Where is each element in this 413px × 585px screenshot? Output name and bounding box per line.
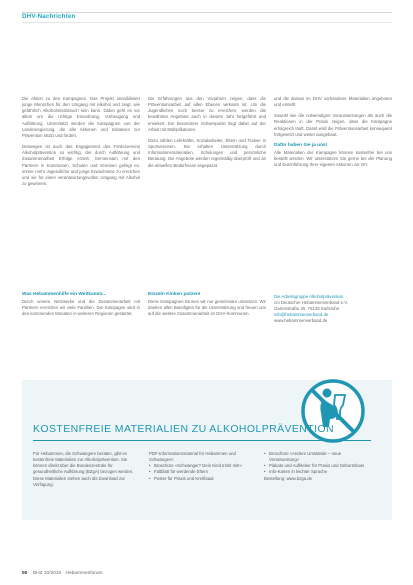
subsection-middle xyxy=(148,292,266,317)
box-intro: PDF-Informationsmaterial für Hebammen und Schwangere: xyxy=(149,451,236,463)
article-column-1 xyxy=(22,96,140,192)
materials-list xyxy=(264,451,371,476)
order-link[interactable]: Bestellung: www.bzga.de xyxy=(264,475,313,481)
paragraph: Die Erfahrungen aus den Vorjahren zeigen, dass die Präventionsarbeit auf allen Ebenen wirksam ist. Um die Jugendlichen noch besser zu erreichen, werden die bewährten Angebote auch in diesem Jahr fortgeführt und erweitert. Ein besonderer Schwerpunkt liegt dabei auf der Arbeit mit Multiplikatoren. xyxy=(148,96,266,132)
contact-line: c/o Deutscher Hebammenverband e.V. xyxy=(274,300,348,306)
paragraph: Deswegen ist auch das Engagement des Fördervereins Alkoholprävention so wichtig, der durch Aufklärung und Zusammenarbeit Erfolge erzielt. Gemeinsam mit den Partnern in Kommunen, Schulen und Vereinen gelingt es, immer mehr Jugendliche und junge Erwachsene zu erreichen und sie für einen verantwortungsvollen Umgang mit Alkohol zu gewinnen. xyxy=(22,144,140,187)
page-number: 50 xyxy=(22,571,28,576)
box-rule xyxy=(33,440,371,441)
list-item: • Broschüre »Schwanger? Dein Kind trinkt mit!« xyxy=(149,463,256,469)
helpers-heading: Dafür haben Sie ja uns! xyxy=(274,142,328,148)
subsection-text: Diese Kampagnen können wir nur gemeinsam umsetzen. Wir danken allen Beteiligten für die Unterstützung und freuen uns auf die weitere Zusammenarbeit im DHV-Kommunen. xyxy=(148,299,266,317)
box-text: Für Hebammen, die Schwangere beraten, gibt es kostenfreie Materialien zur Alkoholprävention. Sie können direkt über die Bundeszentrale für gesundheitliche Aufklärung (BZgA) bezogen werden. Diese Materialien stehen auch als Download zur Verfügung. xyxy=(33,451,134,487)
publication-name: DHZ 10/2015 · Hebammenforum xyxy=(32,571,103,576)
list-item: • Plakate und Aufkleber für Praxis und Geburtshaus xyxy=(264,463,371,469)
contact-block xyxy=(274,294,392,324)
subsection-text: Durch unsere Netzwerke und die Zusammenarbeit mit Partnern erreichen wir viele Familien. Die Kampagne wird in den kommenden Monaten in weiteren Regionen gestartet. xyxy=(22,299,140,317)
article-column-2 xyxy=(148,96,266,174)
list-item: • Info-Karten in leichter Sprache xyxy=(264,469,371,475)
box-column-2 xyxy=(149,451,256,482)
list-item: • Poster für Praxis und Kreißsaal xyxy=(149,476,256,482)
list-item: • Faltblatt für werdende Eltern xyxy=(149,469,256,475)
pregnant-woman-no-alcohol-icon xyxy=(297,375,369,447)
contact-line: Die Arbeitsgruppe Alkoholprävention xyxy=(274,294,344,299)
box-column-3 xyxy=(264,451,371,482)
materials-list xyxy=(149,463,256,481)
page-footer xyxy=(22,571,103,576)
subsection-heading: Was Hebammenhilfe ein Weitkamm... xyxy=(22,292,107,297)
paragraph: Dazu zählen Lehrkräfte, Sozialarbeiter, Eltern und Trainer in Sportvereinen. Sie erhalten Unterstützung durch Informationsmaterialien, Schulungen und persönliche Beratung. Die Angebote werden regelmäßig überprüft und an die aktuellen Bedürfnisse angepasst. xyxy=(148,137,266,168)
contact-web-link[interactable]: www.hebammenverband.de xyxy=(274,318,328,324)
paragraph: Die Aktion zu den Kampagnen. Das Projekt sensibilisiert junge Menschen für den Umgang mit Alkohol und zeigt, wie gefährlich Alkoholmissbrauch sein kann. Dabei geht es vor allem um die richtige Einordnung, Vorbeugung und Aufklärung. Unterstützt werden die Kampagnen von der Landesregierung, die alle Aktionen und Initiativen zur Prävention stützt und fördert. xyxy=(22,96,140,138)
top-rule xyxy=(22,12,392,13)
contact-email-link[interactable]: info@hebammenverband.de xyxy=(274,312,329,318)
box-title: KOSTENFREIE MATERIALIEN ZU ALKOHOLPRÄVENTION xyxy=(33,423,334,435)
list-item: • Broschüre »Andere Umstände – neue Verantwortung« xyxy=(264,451,371,463)
paragraph: Sowohl wie die notwendigen Voraussetzungen als auch die Reaktionen in der Praxis zeigen, dass die Kampagne erfolgreich läuft. Damit wird die Präventionsarbeit konsequent fortgesetzt und weiter ausgebaut. xyxy=(274,113,392,137)
contact-line: Gartenstraße 26, 76133 Karlsruhe xyxy=(274,306,340,312)
box-column-1 xyxy=(33,451,140,488)
section-label: DHV-Nachrichten xyxy=(22,13,76,20)
subsection-left xyxy=(22,292,140,317)
paragraph: und die daraus im DHV vorhandene Materialien angeboten und erstellt. xyxy=(274,96,392,108)
helpers-text: Alle Materialien der Kampagne können kostenfrei bei uns bestellt werden. Wir unterstützen Sie gerne bei der Planung und Durchführung Ihrer eigenen Aktionen vor Ort. xyxy=(274,149,392,168)
article-column-3 xyxy=(274,96,392,173)
subsection-heading: Einzeln Kinken putzen! xyxy=(148,292,201,297)
section-rule xyxy=(22,22,392,23)
